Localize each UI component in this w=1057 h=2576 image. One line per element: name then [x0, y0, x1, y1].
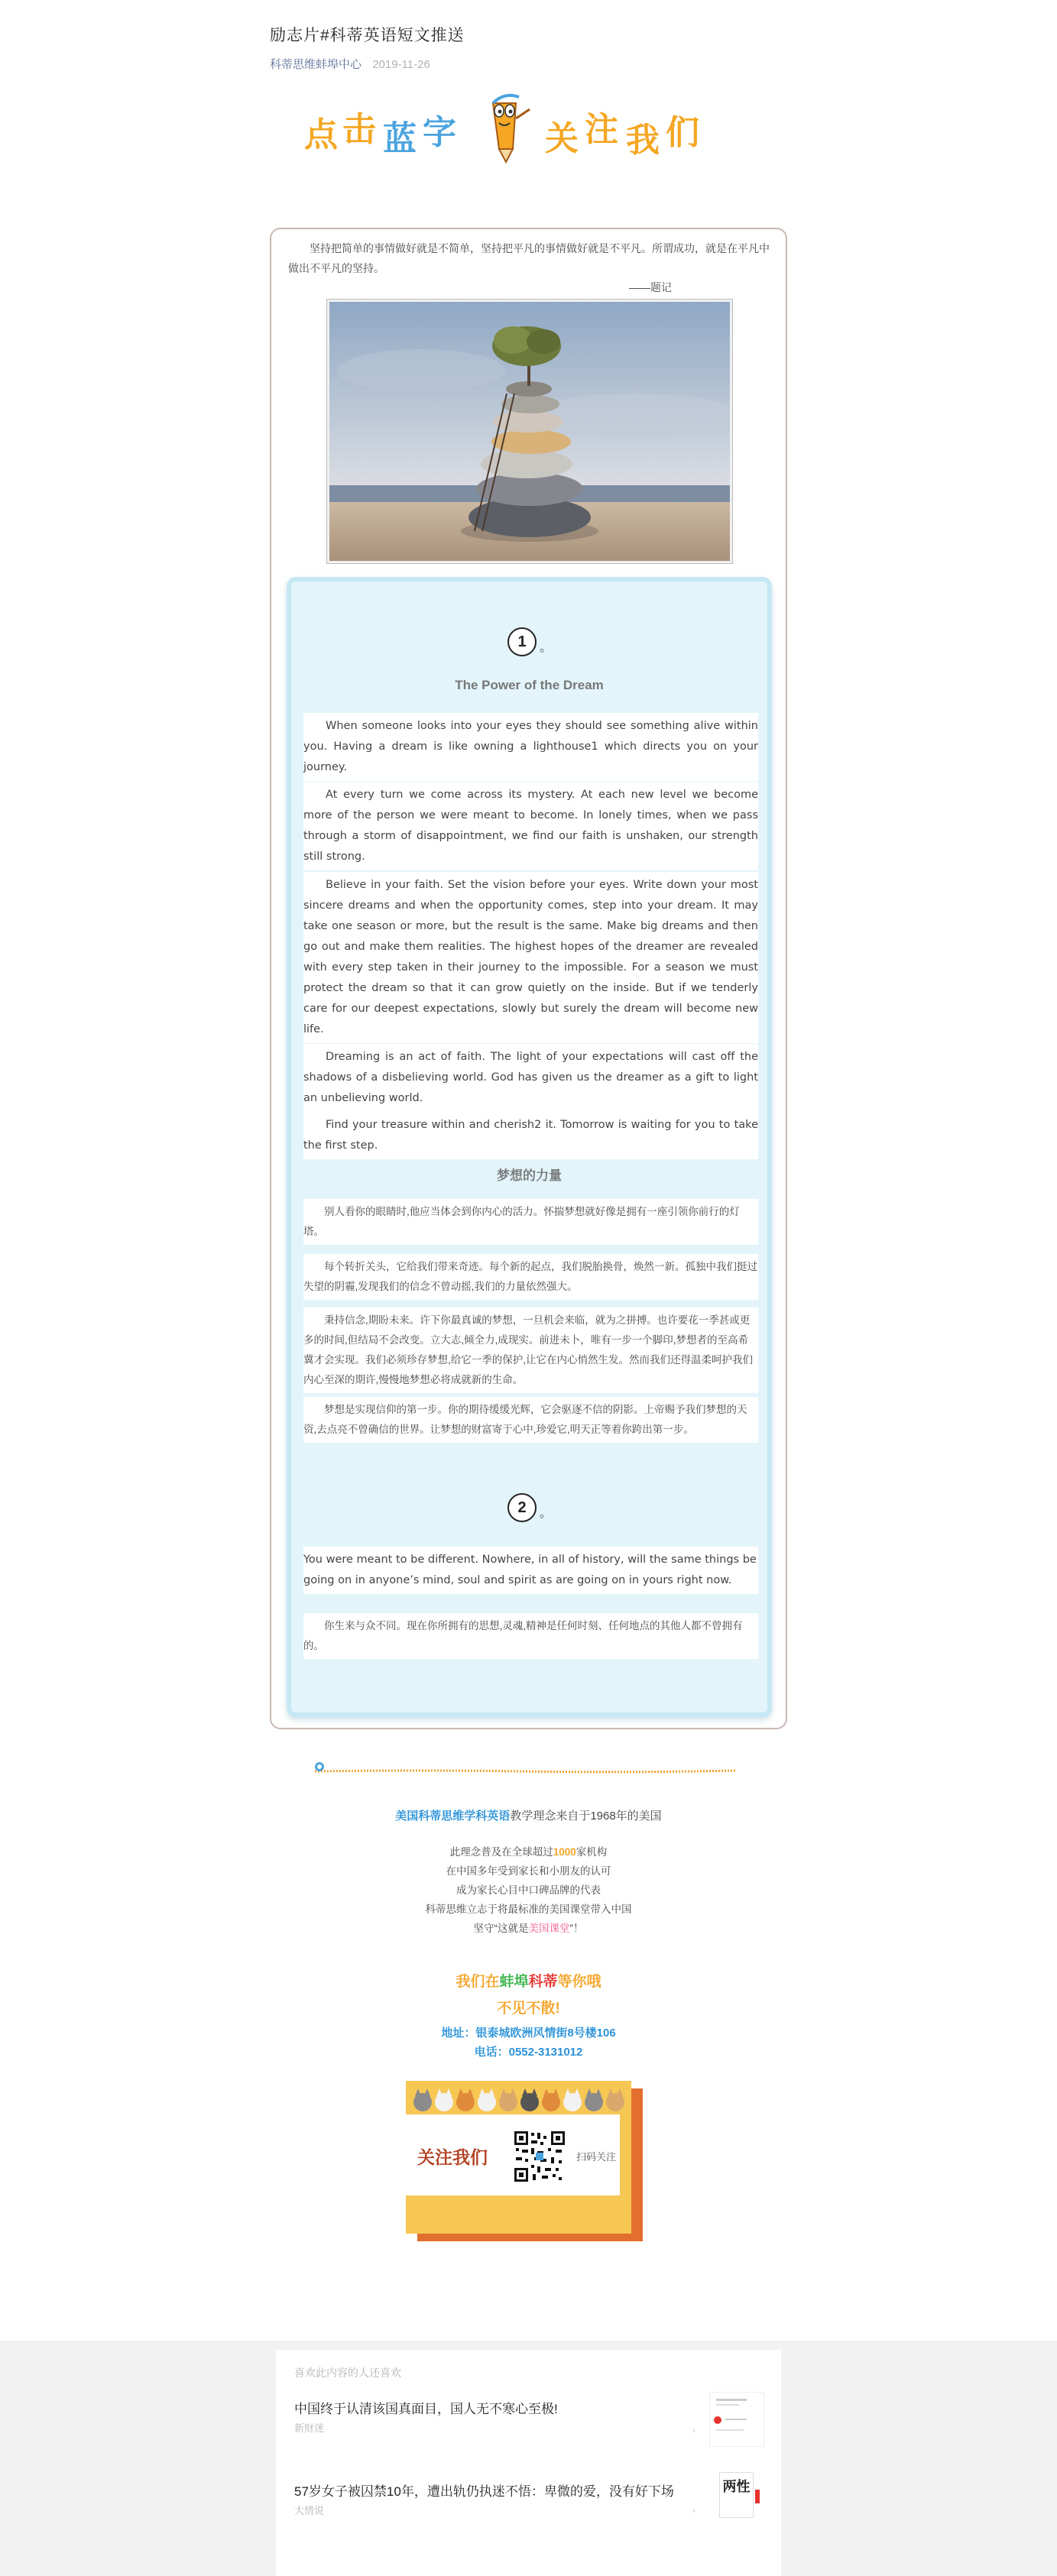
slogan-text: 我们在: [456, 1974, 500, 1990]
promo-highlight: 美国课堂: [528, 1923, 570, 1934]
paragraph-en: Find your treasure within and cherish2 it. Tomorrow is waiting for you to take the first step.: [303, 1112, 758, 1159]
section-number-dot: 。: [540, 641, 553, 654]
thumbnail-accent: [755, 2490, 760, 2503]
follow-banner[interactable]: [293, 88, 764, 164]
paragraph-en: You were meant to be different. Nowhere, in all of history, will the same things be going on in anyone’s mind, soul and spirit as are going on in yours right now.: [303, 1547, 758, 1594]
pencil-mascot-icon: [476, 88, 537, 164]
slogan-text: 等你哦: [557, 1974, 601, 1990]
paragraph-cn: 秉持信念,期盼未来。许下你最真诚的梦想，一旦机会来临，就为之拼搏。也许要花一季甚或更多的时间,但结局不会改变。立大志,倾全力,成现实。前进未卜，唯有一步一个脚印,梦想者的至高希冀才会实现。我们必须珍存梦想,给它一季的保护,让它在内心悄然生发。然而我们还得温柔呵护我们内心至深的期许,慢慢地梦想必将成就新的生命。: [303, 1307, 758, 1393]
chevron-right-icon: ›: [692, 2425, 695, 2435]
banner-char: 们: [666, 113, 699, 152]
brand-name: 美国科蒂思维学科英语: [395, 1810, 511, 1823]
section-number-dot: 。: [540, 1507, 553, 1520]
qr-code-icon[interactable]: [513, 2130, 566, 2183]
banner-char: 蓝: [383, 119, 417, 158]
promo-text: ”！: [569, 1923, 584, 1934]
section-number-2: 2: [507, 1493, 537, 1522]
promo-headline: [270, 1807, 787, 1823]
qr-panel: [406, 2114, 620, 2195]
banner-char: 击: [342, 110, 376, 149]
intro-text: 坚持把简单的事情做好就是不简单，坚持把平凡的事情做好就是不平凡。所谓成功，就是在平凡中做出不平凡的坚持。: [288, 242, 770, 274]
chevron-right-icon: ›: [692, 2505, 695, 2516]
paragraph-en: Dreaming is an act of faith. The light of your expectations will cast off the shadows of a disbelieving world. God has given us the dreamer as a gift to light an unbelieving world.: [303, 1044, 758, 1112]
banner-char: 字: [423, 113, 456, 152]
scan-to-follow-text: 扫码关注: [576, 2151, 617, 2163]
intro-signature: ——题记: [629, 281, 672, 293]
slogan-line-2: 不见不散!: [497, 2001, 560, 2017]
promo-line: 在中国多年受到家长和小朋友的认可: [446, 1865, 611, 1877]
promo-line: 科蒂思维立志于将最标准的美国课堂带入中国: [425, 1904, 632, 1915]
banner-char: 注: [585, 110, 618, 149]
address-text: 地址：银泰城欧洲风情街8号楼106: [441, 2027, 616, 2040]
section-title-cn: 梦想的力量: [497, 1168, 562, 1183]
banner-char: 点: [304, 115, 338, 154]
recommend-header: 喜欢此内容的人还喜欢: [294, 2367, 401, 2379]
promo-line: [270, 1920, 787, 1935]
promo-text: 家机构: [576, 1846, 608, 1858]
recommend-item-source: 大情说: [294, 2505, 325, 2516]
recommend-thumbnail[interactable]: 两性: [719, 2472, 754, 2518]
stacked-stones-image: [327, 300, 732, 563]
content-panel: [287, 577, 772, 1717]
paragraph-cn: 别人看你的眼睛时,他应当体会到你内心的活力。怀揣梦想就好像是拥有一座引领你前行的灯塔。: [303, 1199, 758, 1245]
slogan-city: 蚌埠: [499, 1974, 529, 1990]
banner-char: 我: [626, 121, 660, 160]
phone-text: 电话：0552-3131012: [474, 2046, 583, 2059]
paragraph-en: At every turn we come across its mystery. At each new level we become more of the person we were meant to become. In lonely times, when we pass through a storm of disappointment, we find our faith is unshaken, our strength still strong.: [303, 782, 758, 870]
paragraph-cn: 每个转折关头，它给我们带来奇迹。每个新的起点，我们脱胎换骨，焕然一新。孤独中我们挺过失望的阴霾,发现我们的信念不曾动摇,我们的力量依然强大。: [303, 1254, 758, 1300]
recommend-item-title[interactable]: 57岁女子被囚禁10年，遭出轨仍执迷不悟：卑微的爱，没有好下场: [294, 2484, 674, 2499]
author-link[interactable]: 科蒂思维蚌埠中心: [270, 58, 362, 71]
section-title-en: The Power of the Dream: [455, 678, 604, 692]
paragraph-en: Believe in your faith. Set the vision before your eyes. Write down your most sincere dreams and when the opportunity comes, step into your dream. It may take one season or more, but the result is the same. Make big dreams and then go out and make them realities. The highest hopes of the dreamer are revealed with every step taken in their journey to the impossible. For a season we must protect the dream so that it can grow quietly on the inside. But if we tenderly care for our deepest expectations, slowly but surely the dream will become new life.: [303, 872, 758, 1043]
cats-row-icon: [406, 2081, 631, 2114]
section-number-1: 1: [507, 627, 537, 656]
promo-number: 1000: [553, 1846, 576, 1858]
brand-suffix: 教学理念来自于1968年的美国: [510, 1810, 662, 1823]
article-title: 励志片#科蒂英语短文推送: [270, 27, 465, 44]
promo-text: 坚守“这就是: [473, 1923, 529, 1934]
promo-line: [270, 1843, 787, 1858]
paragraph-en: When someone looks into your eyes they should see something alive within you. Having a dream is like owning a lighthouse1 which directs you on your journey.: [303, 713, 758, 781]
recommend-thumbnail[interactable]: [709, 2392, 764, 2447]
qr-follow-card: [406, 2081, 643, 2241]
recommend-item-source: 新财迷: [294, 2422, 325, 2434]
slogan-line: [270, 1970, 787, 1991]
decorative-divider: [307, 1761, 743, 1776]
promo-text: 此理念普及在全球超过: [449, 1846, 553, 1858]
publish-date: 2019-11-26: [372, 58, 430, 71]
banner-char: 关: [545, 119, 579, 158]
article-meta: [270, 56, 430, 72]
qr-card-body: [406, 2081, 631, 2234]
paragraph-cn: 你生来与众不同。现在你所拥有的思想,灵魂,精神是任何时刻、任何地点的其他人都不曾拥有的。: [303, 1613, 758, 1659]
follow-us-label: 关注我们: [417, 2147, 488, 2168]
recommend-panel: [276, 2350, 781, 2576]
promo-line: 成为家长心目中口碑品牌的代表: [456, 1884, 601, 1896]
recommend-item-title[interactable]: 中国终于认清该国真面目，国人无不寒心至极!: [294, 2402, 558, 2416]
slogan-brand: 科蒂: [528, 1974, 558, 1990]
paragraph-cn: 梦想是实现信仰的第一步。你的期待缓缓光辉，它会驱逐不信的阴影。上帝赐予我们梦想的天资,去点亮不曾确信的世界。让梦想的财富寄于心中,珍爱它,明天正等着你跨出第一步。: [303, 1397, 758, 1443]
article-card: [270, 228, 787, 1729]
